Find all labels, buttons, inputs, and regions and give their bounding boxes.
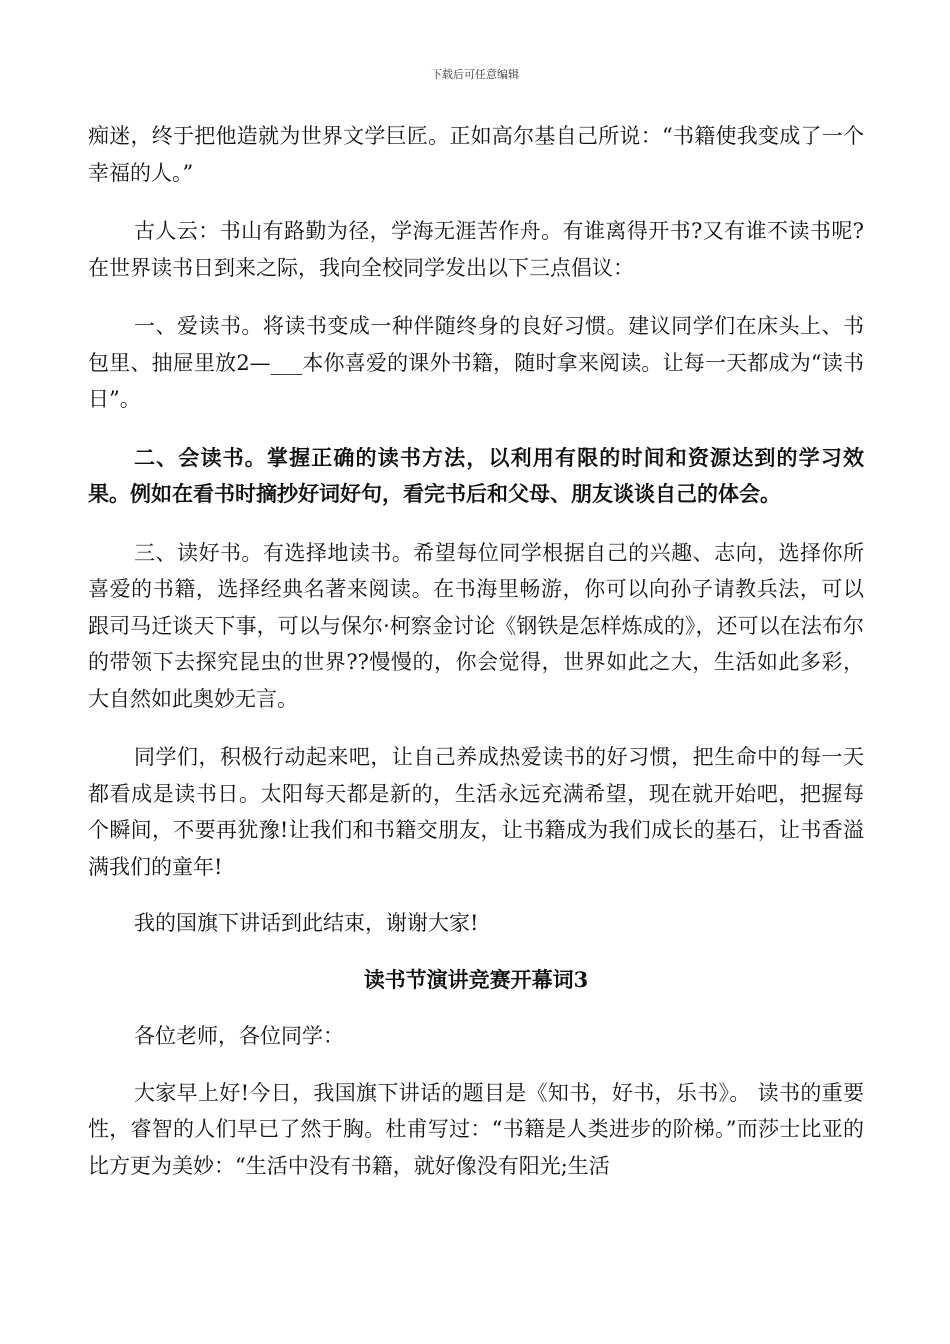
paragraph-ancient-saying: 古人云：书山有路勤为径，学海无涯苦作舟。有谁离得开书?又有谁不读书呢?在世界读书日到来之际，我向全校同学发出以下三点倡议： bbox=[88, 219, 864, 280]
document-body bbox=[88, 118, 864, 1184]
paragraph-proposal-three: 三、读好书。有选择地读书。希望每位同学根据自己的兴趣、志向，选择你所喜爱的书籍，选择经典名著来阅读。在书海里畅游，你可以向孙子请教兵法，可以跟司马迁谈天下事，可以与保尔·柯察金讨论《钢铁是怎样炼成的》，还可以在法布尔的带领下去探究昆虫的世界??慢慢的，你会觉得，世界如此之大，生活如此多彩，大自然如此奥妙无言。 bbox=[88, 540, 864, 711]
paragraph-proposal-one: 一、爱读书。将读书变成一种伴随终身的良好习惯。建议同学们在床头上、书包里、抽屉里放2—___本你喜爱的课外书籍，随时拿来阅读。让每一天都成为“读书日”。 bbox=[88, 314, 864, 411]
page-header-note: 下载后可任意编辑 bbox=[431, 68, 519, 81]
section-opening-paragraph: 大家早上好!今日，我国旗下讲话的题目是《知书，好书，乐书》。 读书的重要性，睿智的人们早已了然于胸。杜甫写过：“书籍是人类进步的阶梯。”而莎士比亚的比方更为美妙：“生活中没有书籍，就好像没有阳光;生活 bbox=[88, 1080, 864, 1178]
paragraph-proposal-two: 二、会读书。掌握正确的读书方法，以利用有限的时间和资源达到的学习效果。例如在看书时摘抄好词好句，看完书后和父母、朋友谈谈自己的体会。 bbox=[88, 444, 864, 506]
paragraph-call-to-action: 同学们，积极行动起来吧，让自己养成热爱读书的好习惯，把生命中的每一天都看成是读书日。太阳每天都是新的，生活永远充满希望，现在就开始吧，把握每个瞬间，不要再犹豫!让我们和书籍交朋友，让书籍成为我们成长的基石，让书香溢满我们的童年! bbox=[88, 745, 864, 879]
section-title: 读书节演讲竞赛开幕词3 bbox=[363, 966, 589, 992]
section-greeting: 各位老师，各位同学： bbox=[134, 1024, 344, 1048]
paragraph-continuation: 痴迷，终于把他造就为世界文学巨匠。正如高尔基自己所说：“书籍使我变成了一个幸福的人。” bbox=[88, 124, 864, 185]
paragraph-closing: 我的国旗下讲话到此结束，谢谢大家! bbox=[134, 911, 479, 935]
